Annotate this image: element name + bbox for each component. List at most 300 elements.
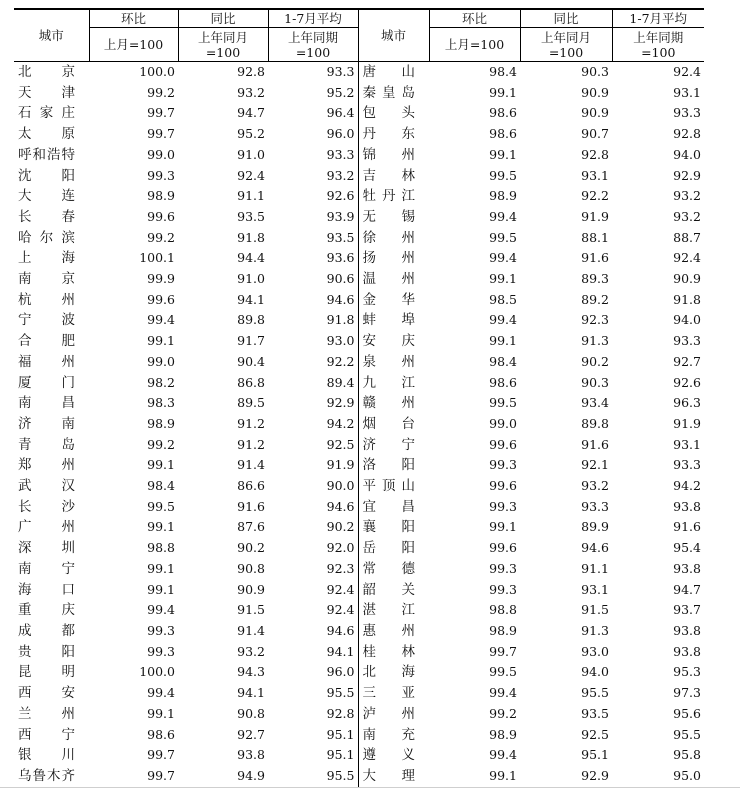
avg-left-cell: 95.1 bbox=[326, 726, 355, 742]
city-left-cell: 宁波 bbox=[18, 312, 75, 329]
yoy-right-cell: 89.3 bbox=[581, 271, 609, 287]
city-left-cell: 昆明 bbox=[18, 664, 75, 681]
mom-right-cell: 98.9 bbox=[489, 622, 517, 638]
yoy-left-cell: 86.6 bbox=[237, 478, 265, 494]
yoy-left-cell: 91.7 bbox=[237, 333, 265, 349]
city-right-cell: 牡丹江 bbox=[358, 186, 429, 207]
yoy-right-cell: 94.6 bbox=[581, 540, 609, 556]
city-left-cell: 广州 bbox=[18, 519, 75, 536]
yoy-right-cell: 93.1 bbox=[581, 581, 609, 597]
city-left-cell: 北京 bbox=[18, 64, 75, 80]
yoy-right-cell: 91.6 bbox=[581, 436, 609, 452]
avg-left-cell: 95.2 bbox=[326, 84, 355, 100]
yoy-right-cell: 90.3 bbox=[581, 374, 609, 390]
mom-left-cell: 100.0 bbox=[139, 64, 175, 79]
mom-right-cell: 98.6 bbox=[489, 374, 517, 390]
yoy-left-cell: 91.0 bbox=[237, 271, 265, 287]
table-row bbox=[14, 207, 704, 228]
city-left-cell: 呼和浩特 bbox=[18, 146, 75, 163]
mom-left-cell: 99.1 bbox=[147, 519, 175, 535]
avg-right-cell: 92.4 bbox=[673, 250, 701, 266]
city-left-cell: 厦门 bbox=[18, 374, 75, 391]
table-row bbox=[14, 331, 704, 352]
mom-right-cell: 99.1 bbox=[489, 146, 517, 162]
city-right-cell: 丹东 bbox=[358, 124, 429, 145]
header-avg-right: 1-7月平均 bbox=[612, 9, 704, 28]
mom-right-cell: 99.3 bbox=[489, 560, 517, 576]
avg-left-cell: 94.2 bbox=[326, 415, 355, 431]
mom-left-cell: 98.3 bbox=[147, 395, 175, 411]
mom-left-cell: 100.1 bbox=[139, 250, 175, 266]
yoy-left-cell: 93.5 bbox=[237, 208, 265, 224]
table-row bbox=[14, 166, 704, 187]
avg-right-cell: 94.7 bbox=[673, 581, 701, 597]
table-row bbox=[14, 559, 704, 580]
mom-right-cell: 99.5 bbox=[489, 395, 517, 411]
avg-left-cell: 91.9 bbox=[326, 457, 355, 473]
yoy-right-cell: 93.5 bbox=[581, 705, 609, 721]
yoy-left-cell: 93.8 bbox=[237, 747, 265, 763]
city-right-cell: 三亚 bbox=[358, 683, 429, 704]
city-right-cell: 烟台 bbox=[358, 414, 429, 435]
avg-right-cell: 93.8 bbox=[673, 560, 701, 576]
avg-right-cell: 93.8 bbox=[673, 622, 701, 638]
yoy-right-cell: 90.7 bbox=[581, 126, 609, 142]
avg-left-cell: 94.6 bbox=[326, 622, 355, 638]
city-right-cell: 湛江 bbox=[358, 600, 429, 621]
header-mom-right: 环比 bbox=[429, 9, 520, 28]
header-mom-left: 环比 bbox=[89, 9, 178, 28]
city-right-cell: 九江 bbox=[358, 373, 429, 394]
mom-left-cell: 99.2 bbox=[147, 436, 175, 452]
avg-right-cell: 92.6 bbox=[673, 374, 701, 390]
header-city-right: 城市 bbox=[358, 9, 429, 62]
mom-right-cell: 99.4 bbox=[489, 208, 517, 224]
table-row bbox=[14, 662, 704, 683]
mom-right-cell: 99.4 bbox=[489, 747, 517, 763]
mom-right-cell: 99.1 bbox=[489, 271, 517, 287]
yoy-left-cell: 90.4 bbox=[237, 353, 265, 369]
mom-left-cell: 99.3 bbox=[147, 167, 175, 183]
yoy-right-cell: 92.5 bbox=[581, 726, 609, 742]
city-left-cell: 长沙 bbox=[18, 498, 75, 515]
city-left-cell: 银川 bbox=[18, 747, 75, 764]
yoy-right-cell: 88.1 bbox=[581, 229, 609, 245]
avg-left-cell: 93.3 bbox=[326, 146, 355, 162]
city-right-cell: 泸州 bbox=[358, 704, 429, 725]
mom-left-cell: 99.1 bbox=[147, 333, 175, 349]
table-row bbox=[14, 538, 704, 559]
city-right-cell: 蚌埠 bbox=[358, 310, 429, 331]
subheader-avg-right: 上年同期 =100 bbox=[612, 28, 704, 62]
mom-right-cell: 99.1 bbox=[429, 766, 520, 787]
table-row bbox=[14, 103, 704, 124]
avg-left-cell: 93.9 bbox=[326, 208, 355, 224]
avg-right-cell: 95.6 bbox=[673, 705, 701, 721]
city-left-cell: 西安 bbox=[18, 685, 75, 702]
yoy-right-cell: 92.1 bbox=[581, 457, 609, 473]
avg-right-cell: 91.9 bbox=[673, 415, 701, 431]
yoy-right-cell: 89.9 bbox=[581, 519, 609, 535]
mom-left-cell: 99.0 bbox=[147, 353, 175, 369]
city-left-cell: 武汉 bbox=[18, 478, 75, 495]
avg-right-cell: 92.7 bbox=[673, 353, 701, 369]
table-row bbox=[14, 766, 704, 787]
mom-left-cell: 99.5 bbox=[147, 498, 175, 514]
mom-left-cell: 100.0 bbox=[139, 664, 175, 680]
mom-left-cell: 99.4 bbox=[147, 602, 175, 618]
yoy-left-cell: 93.2 bbox=[237, 84, 265, 100]
yoy-left-cell: 90.2 bbox=[237, 540, 265, 556]
avg-left-cell: 96.0 bbox=[326, 126, 355, 142]
mom-right-cell: 98.6 bbox=[489, 105, 517, 121]
table-row bbox=[14, 62, 704, 83]
avg-right-cell: 91.8 bbox=[673, 291, 701, 307]
price-index-table bbox=[14, 8, 704, 788]
city-right-cell: 平顶山 bbox=[358, 476, 429, 497]
table-row bbox=[14, 228, 704, 249]
mom-left-cell: 99.4 bbox=[147, 685, 175, 701]
yoy-right-cell: 92.2 bbox=[581, 188, 609, 204]
avg-right-cell: 92.9 bbox=[673, 167, 701, 183]
subheader-yoy-left: 上年同月 =100 bbox=[178, 28, 268, 62]
avg-right-cell: 93.3 bbox=[673, 457, 701, 473]
table-row bbox=[14, 621, 704, 642]
table-row bbox=[14, 83, 704, 104]
table-row bbox=[14, 414, 704, 435]
yoy-right-cell: 91.3 bbox=[581, 622, 609, 638]
city-right-cell: 徐州 bbox=[358, 228, 429, 249]
avg-left-cell: 94.1 bbox=[326, 643, 355, 659]
mom-right-cell: 98.8 bbox=[489, 602, 517, 618]
avg-left-cell: 93.5 bbox=[326, 229, 355, 245]
avg-right-cell: 88.7 bbox=[673, 229, 701, 245]
yoy-left-cell: 87.6 bbox=[237, 519, 265, 535]
subheader-yoy-right: 上年同月 =100 bbox=[520, 28, 612, 62]
avg-right-cell: 93.8 bbox=[673, 498, 701, 514]
avg-right-cell: 94.0 bbox=[673, 312, 701, 328]
city-right-cell: 岳阳 bbox=[358, 538, 429, 559]
city-left-cell: 成都 bbox=[18, 622, 75, 639]
mom-right-cell: 99.3 bbox=[489, 457, 517, 473]
mom-left-cell: 99.2 bbox=[147, 229, 175, 245]
subheader-mom-right: 上月=100 bbox=[429, 28, 520, 62]
city-right-cell: 锦州 bbox=[358, 145, 429, 166]
avg-left-cell: 93.6 bbox=[326, 250, 355, 266]
mom-right-cell: 99.1 bbox=[489, 333, 517, 349]
yoy-left-cell: 90.8 bbox=[237, 705, 265, 721]
yoy-right-cell: 90.9 bbox=[581, 105, 609, 121]
table-row bbox=[14, 124, 704, 145]
mom-right-cell: 98.9 bbox=[489, 726, 517, 742]
yoy-left-cell: 91.0 bbox=[237, 146, 265, 162]
avg-right-cell: 95.0 bbox=[612, 766, 704, 787]
avg-left-cell: 96.4 bbox=[326, 105, 355, 121]
yoy-right-cell: 89.8 bbox=[581, 415, 609, 431]
avg-right-cell: 93.7 bbox=[673, 602, 701, 618]
avg-left-cell: 92.9 bbox=[326, 395, 355, 411]
table-row bbox=[14, 642, 704, 663]
avg-right-cell: 93.2 bbox=[673, 188, 701, 204]
avg-left-cell: 92.6 bbox=[326, 188, 355, 204]
avg-left-cell: 93.0 bbox=[326, 333, 355, 349]
avg-left-cell: 96.0 bbox=[326, 664, 355, 680]
mom-left-cell: 99.7 bbox=[147, 126, 175, 142]
yoy-left-cell: 91.6 bbox=[237, 498, 265, 514]
yoy-right-cell: 90.3 bbox=[581, 64, 609, 79]
yoy-right-cell: 95.5 bbox=[581, 685, 609, 701]
table-row bbox=[14, 600, 704, 621]
yoy-right-cell: 94.0 bbox=[581, 664, 609, 680]
city-left-cell: 上海 bbox=[18, 250, 75, 267]
mom-right-cell: 98.6 bbox=[489, 126, 517, 142]
city-right-cell: 扬州 bbox=[358, 248, 429, 269]
avg-left-cell: 95.1 bbox=[326, 747, 355, 763]
mom-left-cell: 99.9 bbox=[147, 271, 175, 287]
yoy-right-cell: 93.1 bbox=[581, 167, 609, 183]
city-right-cell: 赣州 bbox=[358, 393, 429, 414]
city-right-cell: 韶关 bbox=[358, 580, 429, 601]
avg-right-cell: 96.3 bbox=[673, 395, 701, 411]
city-right-cell: 济宁 bbox=[358, 435, 429, 456]
mom-left-cell: 99.7 bbox=[89, 766, 178, 787]
yoy-left-cell: 94.7 bbox=[237, 105, 265, 121]
mom-left-cell: 99.1 bbox=[147, 705, 175, 721]
table-row bbox=[14, 725, 704, 746]
mom-left-cell: 99.4 bbox=[147, 312, 175, 328]
avg-left-cell: 90.6 bbox=[326, 271, 355, 287]
mom-right-cell: 99.7 bbox=[489, 643, 517, 659]
city-right-cell: 吉林 bbox=[358, 166, 429, 187]
city-right-cell: 大理 bbox=[358, 766, 429, 787]
city-left-cell: 大连 bbox=[18, 188, 75, 205]
yoy-left-cell: 91.2 bbox=[237, 436, 265, 452]
yoy-left-cell: 86.8 bbox=[237, 374, 265, 390]
city-left-cell: 杭州 bbox=[18, 291, 75, 308]
yoy-right-cell: 93.0 bbox=[581, 643, 609, 659]
avg-left-cell: 93.3 bbox=[326, 64, 355, 79]
mom-left-cell: 99.3 bbox=[147, 622, 175, 638]
city-left-cell: 太原 bbox=[18, 126, 75, 143]
mom-left-cell: 99.3 bbox=[147, 643, 175, 659]
yoy-right-cell: 91.1 bbox=[581, 560, 609, 576]
avg-right-cell: 94.0 bbox=[673, 146, 701, 162]
city-right-cell: 秦皇岛 bbox=[358, 83, 429, 104]
subheader-avg-left: 上年同期 =100 bbox=[268, 28, 358, 62]
city-left-cell: 哈尔滨 bbox=[18, 229, 75, 246]
yoy-left-cell: 92.8 bbox=[237, 64, 265, 79]
mom-right-cell: 99.5 bbox=[489, 167, 517, 183]
avg-right-cell: 95.3 bbox=[673, 664, 701, 680]
yoy-left-cell: 92.7 bbox=[237, 726, 265, 742]
yoy-left-cell: 94.3 bbox=[237, 664, 265, 680]
avg-left-cell: 91.8 bbox=[326, 312, 355, 328]
mom-right-cell: 99.2 bbox=[489, 705, 517, 721]
yoy-right-cell: 92.3 bbox=[581, 312, 609, 328]
mom-left-cell: 98.9 bbox=[147, 415, 175, 431]
table-row bbox=[14, 517, 704, 538]
table-row bbox=[14, 745, 704, 766]
table-row bbox=[14, 455, 704, 476]
city-left-cell: 兰州 bbox=[18, 705, 75, 722]
avg-left-cell: 95.5 bbox=[326, 685, 355, 701]
avg-left-cell: 92.0 bbox=[326, 540, 355, 556]
table-row bbox=[14, 476, 704, 497]
yoy-right-cell: 91.9 bbox=[581, 208, 609, 224]
avg-right-cell: 92.8 bbox=[673, 126, 701, 142]
mom-left-cell: 99.2 bbox=[147, 84, 175, 100]
mom-right-cell: 99.0 bbox=[489, 415, 517, 431]
yoy-left-cell: 91.4 bbox=[237, 622, 265, 638]
mom-right-cell: 99.4 bbox=[489, 685, 517, 701]
city-right-cell: 泉州 bbox=[358, 352, 429, 373]
price-index-table-container bbox=[14, 8, 704, 788]
city-left-cell: 乌鲁木齐 bbox=[14, 766, 89, 787]
avg-right-cell: 95.8 bbox=[673, 747, 701, 763]
yoy-right-cell: 93.2 bbox=[581, 478, 609, 494]
yoy-left-cell: 94.4 bbox=[237, 250, 265, 266]
header-city-left: 城市 bbox=[14, 9, 89, 62]
mom-right-cell: 99.5 bbox=[489, 229, 517, 245]
city-left-cell: 南宁 bbox=[18, 560, 75, 577]
city-left-cell: 南京 bbox=[18, 271, 75, 288]
city-left-cell: 福州 bbox=[18, 353, 75, 370]
table-row bbox=[14, 248, 704, 269]
city-left-cell: 长春 bbox=[18, 208, 75, 225]
table-body bbox=[14, 62, 704, 788]
mom-right-cell: 99.6 bbox=[489, 478, 517, 494]
city-right-cell: 惠州 bbox=[358, 621, 429, 642]
yoy-left-cell: 95.2 bbox=[237, 126, 265, 142]
yoy-left-cell: 94.9 bbox=[178, 766, 268, 787]
table-row bbox=[14, 683, 704, 704]
mom-left-cell: 99.7 bbox=[147, 105, 175, 121]
city-right-cell: 金华 bbox=[358, 290, 429, 311]
mom-left-cell: 99.1 bbox=[147, 560, 175, 576]
mom-right-cell: 99.3 bbox=[489, 581, 517, 597]
avg-right-cell: 91.6 bbox=[673, 519, 701, 535]
avg-left-cell: 95.5 bbox=[268, 766, 358, 787]
yoy-right-cell: 93.4 bbox=[581, 395, 609, 411]
yoy-right-cell: 92.8 bbox=[581, 146, 609, 162]
avg-left-cell: 94.6 bbox=[326, 291, 355, 307]
yoy-right-cell: 93.3 bbox=[581, 498, 609, 514]
mom-left-cell: 98.6 bbox=[147, 726, 175, 742]
table-row bbox=[14, 290, 704, 311]
table-row bbox=[14, 145, 704, 166]
mom-right-cell: 99.4 bbox=[489, 312, 517, 328]
yoy-left-cell: 90.9 bbox=[237, 581, 265, 597]
mom-right-cell: 98.9 bbox=[489, 188, 517, 204]
table-row bbox=[14, 704, 704, 725]
header-yoy-left: 同比 bbox=[178, 9, 268, 28]
city-left-cell: 西宁 bbox=[18, 726, 75, 743]
city-right-cell: 桂林 bbox=[358, 642, 429, 663]
city-left-cell: 郑州 bbox=[18, 457, 75, 474]
table-row bbox=[14, 497, 704, 518]
yoy-left-cell: 91.1 bbox=[237, 188, 265, 204]
mom-left-cell: 99.6 bbox=[147, 291, 175, 307]
city-right-cell: 无锡 bbox=[358, 207, 429, 228]
city-left-cell: 沈阳 bbox=[18, 167, 75, 184]
city-right-cell: 温州 bbox=[358, 269, 429, 290]
yoy-right-cell: 91.6 bbox=[581, 250, 609, 266]
yoy-left-cell: 89.5 bbox=[237, 395, 265, 411]
mom-right-cell: 99.5 bbox=[489, 664, 517, 680]
city-right-cell: 包头 bbox=[358, 103, 429, 124]
yoy-left-cell: 91.8 bbox=[237, 229, 265, 245]
city-right-cell: 宜昌 bbox=[358, 497, 429, 518]
avg-right-cell: 93.1 bbox=[673, 84, 701, 100]
mom-left-cell: 98.9 bbox=[147, 188, 175, 204]
city-right-cell: 洛阳 bbox=[358, 455, 429, 476]
yoy-right-cell: 95.1 bbox=[581, 747, 609, 763]
table-row bbox=[14, 352, 704, 373]
city-left-cell: 南昌 bbox=[18, 395, 75, 412]
city-left-cell: 贵阳 bbox=[18, 643, 75, 660]
city-right-cell: 北海 bbox=[358, 662, 429, 683]
mom-left-cell: 98.4 bbox=[147, 478, 175, 494]
yoy-right-cell: 90.9 bbox=[581, 84, 609, 100]
city-left-cell: 深圳 bbox=[18, 540, 75, 557]
city-left-cell: 石家庄 bbox=[18, 105, 75, 122]
table-row bbox=[14, 435, 704, 456]
avg-left-cell: 89.4 bbox=[326, 374, 355, 390]
table-row bbox=[14, 393, 704, 414]
avg-right-cell: 93.3 bbox=[673, 333, 701, 349]
city-left-cell: 合肥 bbox=[18, 333, 75, 350]
avg-left-cell: 92.8 bbox=[326, 705, 355, 721]
mom-left-cell: 99.7 bbox=[147, 747, 175, 763]
subheader-mom-left: 上月=100 bbox=[89, 28, 178, 62]
yoy-right-cell: 90.2 bbox=[581, 353, 609, 369]
yoy-right-cell: 92.9 bbox=[520, 766, 612, 787]
yoy-left-cell: 94.1 bbox=[237, 291, 265, 307]
mom-right-cell: 99.6 bbox=[489, 540, 517, 556]
avg-right-cell: 90.9 bbox=[673, 271, 701, 287]
header-yoy-right: 同比 bbox=[520, 9, 612, 28]
avg-right-cell: 97.3 bbox=[673, 685, 701, 701]
yoy-left-cell: 91.5 bbox=[237, 602, 265, 618]
city-right-cell: 襄阳 bbox=[358, 517, 429, 538]
mom-right-cell: 99.1 bbox=[489, 84, 517, 100]
avg-left-cell: 93.2 bbox=[326, 167, 355, 183]
avg-left-cell: 92.2 bbox=[326, 353, 355, 369]
mom-left-cell: 98.8 bbox=[147, 540, 175, 556]
yoy-right-cell: 89.2 bbox=[581, 291, 609, 307]
avg-right-cell: 93.2 bbox=[673, 208, 701, 224]
table-row bbox=[14, 310, 704, 331]
avg-right-cell: 93.8 bbox=[673, 643, 701, 659]
yoy-left-cell: 91.2 bbox=[237, 415, 265, 431]
avg-left-cell: 90.0 bbox=[326, 478, 355, 494]
city-left-cell: 重庆 bbox=[18, 602, 75, 619]
city-left-cell: 天津 bbox=[18, 84, 75, 101]
avg-left-cell: 90.2 bbox=[326, 519, 355, 535]
yoy-left-cell: 92.4 bbox=[237, 167, 265, 183]
avg-right-cell: 93.1 bbox=[673, 436, 701, 452]
mom-right-cell: 98.4 bbox=[489, 353, 517, 369]
city-right-cell: 遵义 bbox=[358, 745, 429, 766]
mom-left-cell: 98.2 bbox=[147, 374, 175, 390]
mom-right-cell: 98.4 bbox=[489, 64, 517, 79]
mom-right-cell: 98.5 bbox=[489, 291, 517, 307]
table-row bbox=[14, 373, 704, 394]
city-right-cell: 安庆 bbox=[358, 331, 429, 352]
mom-left-cell: 99.0 bbox=[147, 146, 175, 162]
yoy-left-cell: 89.8 bbox=[237, 312, 265, 328]
city-left-cell: 青岛 bbox=[18, 436, 75, 453]
